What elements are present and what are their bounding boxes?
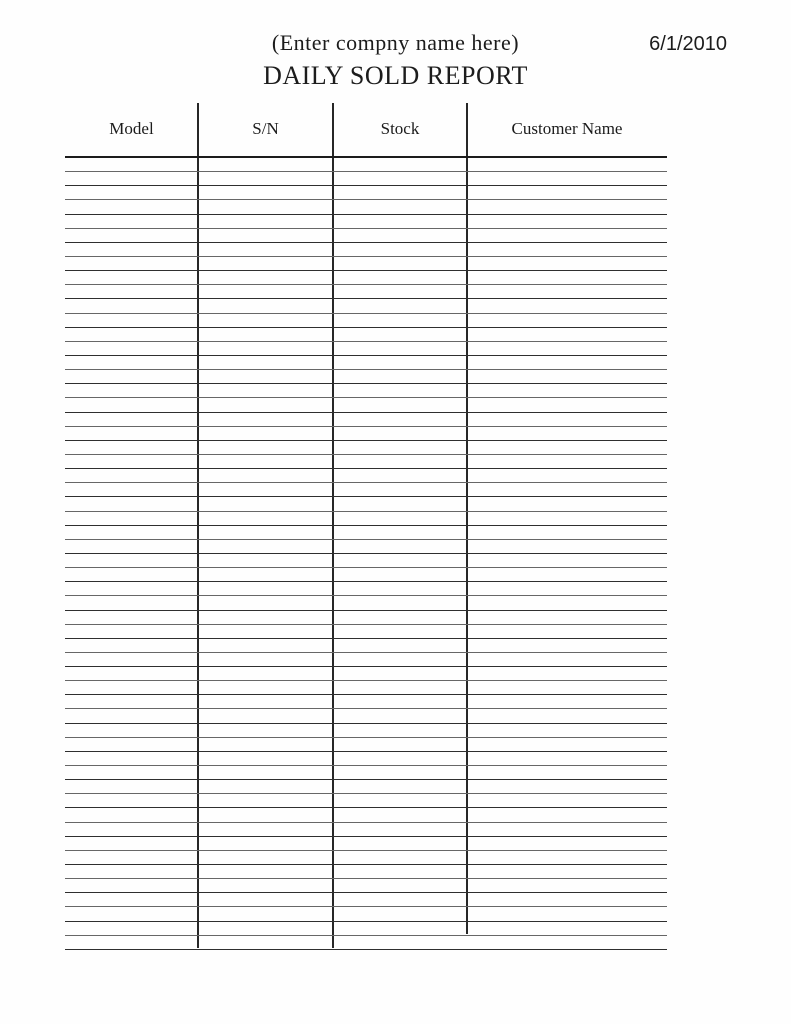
table-row — [65, 200, 667, 214]
table-row — [65, 695, 667, 709]
report-date: 6/1/2010 — [649, 33, 727, 55]
table-row — [65, 893, 667, 907]
daily-sold-table — [65, 103, 667, 948]
table-row — [65, 370, 667, 384]
table-row — [65, 554, 667, 568]
table-row — [65, 709, 667, 723]
table-row — [65, 851, 667, 865]
table-row — [65, 540, 667, 554]
table-row — [65, 398, 667, 412]
table-row — [65, 596, 667, 610]
table-row — [65, 526, 667, 540]
table-row — [65, 257, 667, 271]
table-row — [65, 512, 667, 526]
table-row — [65, 667, 667, 681]
table-body — [65, 156, 667, 950]
table-row — [65, 625, 667, 639]
table-row — [65, 837, 667, 851]
table-row — [65, 158, 667, 172]
table-row — [65, 752, 667, 766]
report-title: DAILY SOLD REPORT — [263, 61, 528, 90]
table-row — [65, 653, 667, 667]
table-row — [65, 582, 667, 596]
table-row — [65, 243, 667, 257]
column-header-customer-name: Customer Name — [511, 119, 623, 138]
table-row — [65, 497, 667, 511]
table-row — [65, 681, 667, 695]
table-row — [65, 427, 667, 441]
table-row — [65, 299, 667, 313]
table-row — [65, 766, 667, 780]
table-row — [65, 441, 667, 455]
table-row — [65, 483, 667, 497]
table-row — [65, 738, 667, 752]
table-row — [65, 724, 667, 738]
table-row — [65, 455, 667, 469]
table-row — [65, 568, 667, 582]
table-row — [65, 808, 667, 822]
column-header-model: Model — [109, 119, 154, 138]
table-row — [65, 794, 667, 808]
table-row — [65, 907, 667, 921]
table-row — [65, 271, 667, 285]
table-row — [65, 285, 667, 299]
table-row — [65, 639, 667, 653]
table-row — [65, 328, 667, 342]
table-row — [65, 611, 667, 625]
table-row — [65, 823, 667, 837]
table-row — [65, 384, 667, 398]
table-row — [65, 314, 667, 328]
table-row — [65, 186, 667, 200]
company-name-placeholder: (Enter compny name here) — [271, 30, 520, 55]
table-row — [65, 356, 667, 370]
table-row — [65, 215, 667, 229]
table-row — [65, 172, 667, 186]
table-row — [65, 229, 667, 243]
table-row — [65, 936, 667, 950]
column-header-serial-number: S/N — [252, 119, 279, 138]
table-row — [65, 413, 667, 427]
column-header-stock: Stock — [380, 119, 420, 138]
table-row — [65, 865, 667, 879]
table-row — [65, 879, 667, 893]
table-row — [65, 469, 667, 483]
table-row — [65, 922, 667, 936]
table-row — [65, 342, 667, 356]
table-header-row — [65, 103, 667, 156]
table-row — [65, 780, 667, 794]
